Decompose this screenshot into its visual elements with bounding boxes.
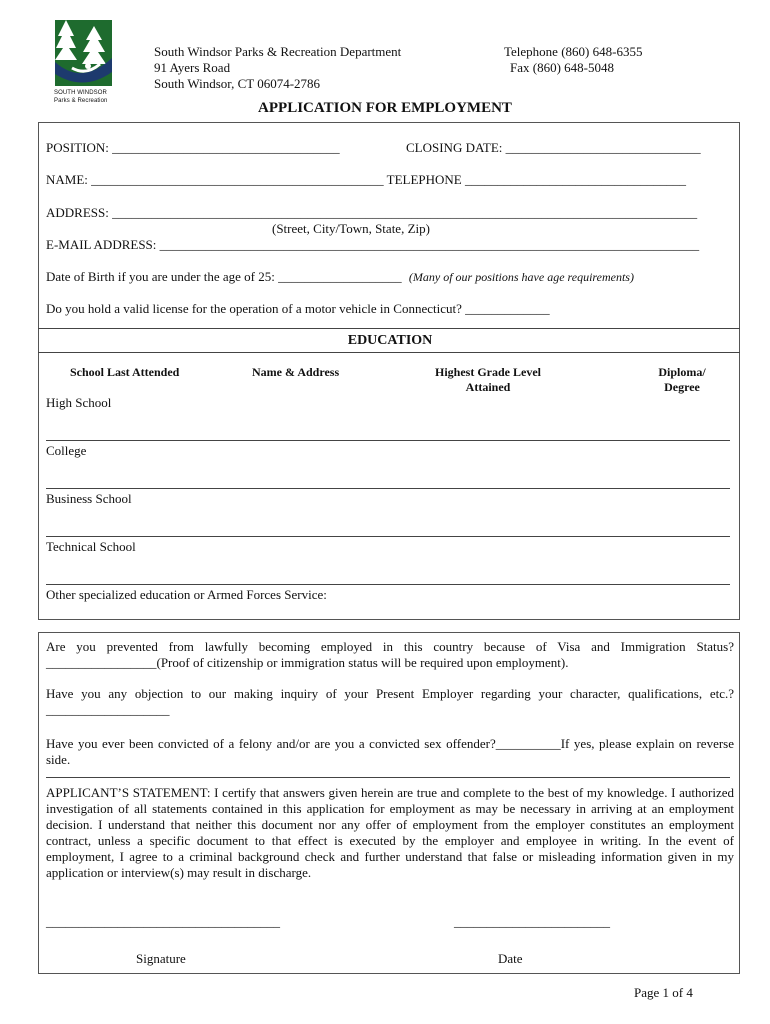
closing-date-field[interactable]: CLOSING DATE: ______________________________ <box>406 140 701 155</box>
table-row[interactable]: Business School <box>46 491 132 506</box>
logo-town-name: SOUTH WINDSOR <box>54 90 107 96</box>
org-name: South Windsor Parks & Recreation Department <box>154 44 402 59</box>
address-hint: (Street, City/Town, State, Zip) <box>272 221 430 236</box>
col-name-address: Name & Address <box>252 365 340 379</box>
table-row[interactable]: College <box>46 443 87 458</box>
logo-dept-name: Parks & Recreation <box>54 98 108 104</box>
applicant-statement: APPLICANT’S STATEMENT: I certify that answers given herein are true and complete to the best of my knowledge. I authorized investigation of all statements contained in this application for employment as may be necessary in arriving at an employment decision. I understand that neither this document nor any offer of employment from the employer constitutes an employment contract, unless a specific document to that effect is executed by the employer and employee in writing. In the event of employment, I agree to a criminal background check and further understand that false or misleading information given in my application or interview(s) may result in discharge. <box>46 785 734 880</box>
position-field[interactable]: POSITION: ___________________________________ <box>46 140 340 155</box>
inquiry-question[interactable]: Have you any objection to our making inquiry of your Present Employer regarding your character, qualifications, etc.?___________________ <box>46 686 734 717</box>
license-field[interactable]: Do you hold a valid license for the operation of a motor vehicle in Connecticut? _____________ <box>46 301 550 316</box>
page-title: APPLICATION FOR EMPLOYMENT <box>258 100 512 116</box>
felony-rule <box>46 777 730 778</box>
tree-swoosh-icon <box>52 16 116 88</box>
dob-field[interactable] <box>46 269 634 285</box>
dob-label: Date of Birth if you are under the age of 25: ___________________ <box>46 269 402 284</box>
dob-note: (Many of our positions have age requirements) <box>408 270 634 284</box>
email-field[interactable]: E-MAIL ADDRESS: ___________________________________________________________________________________ <box>46 237 700 252</box>
felony-question[interactable]: Have you ever been convicted of a felony and/or are you a convicted sex offender?__________If yes, please explain on reverse side. <box>46 736 734 767</box>
table-row[interactable]: Technical School <box>46 539 136 554</box>
other-education-field[interactable]: Other specialized education or Armed Forces Service: <box>46 587 327 602</box>
education-heading-band <box>38 328 740 329</box>
org-logo <box>52 16 122 108</box>
table-row[interactable]: High School <box>46 395 112 410</box>
date-line[interactable]: ________________________ <box>454 914 610 929</box>
signature-line[interactable]: ____________________________________ <box>46 914 280 929</box>
row-line <box>46 440 730 441</box>
page-number: Page 1 of 4 <box>634 985 693 1000</box>
org-fax: Fax (860) 648-5048 <box>510 60 614 75</box>
row-line <box>46 584 730 585</box>
row-line <box>46 536 730 537</box>
row-line <box>46 488 730 489</box>
col-diploma: Diploma/ Degree <box>658 365 706 394</box>
name-telephone-field[interactable]: NAME: _____________________________________________ TELEPHONE __________________________________ <box>46 172 687 187</box>
education-heading: EDUCATION <box>347 333 433 348</box>
education-heading-rule <box>38 352 740 353</box>
signature-label: Signature <box>136 951 186 966</box>
org-telephone: Telephone (860) 648-6355 <box>504 44 643 59</box>
col-school: School Last Attended <box>70 365 180 379</box>
col-grade: Highest Grade Level Attained <box>435 365 541 394</box>
address-field[interactable]: ADDRESS: __________________________________________________________________________________________ <box>46 205 698 220</box>
org-address-line2: South Windsor, CT 06074-2786 <box>154 76 321 91</box>
date-label: Date <box>498 951 523 966</box>
visa-question[interactable]: Are you prevented from lawfully becoming employed in this country because of Visa and Immigration Status?_________________(Proof of citizenship or immigration status will be required upon employment). <box>46 639 734 670</box>
org-address-line1: 91 Ayers Road <box>154 60 231 75</box>
